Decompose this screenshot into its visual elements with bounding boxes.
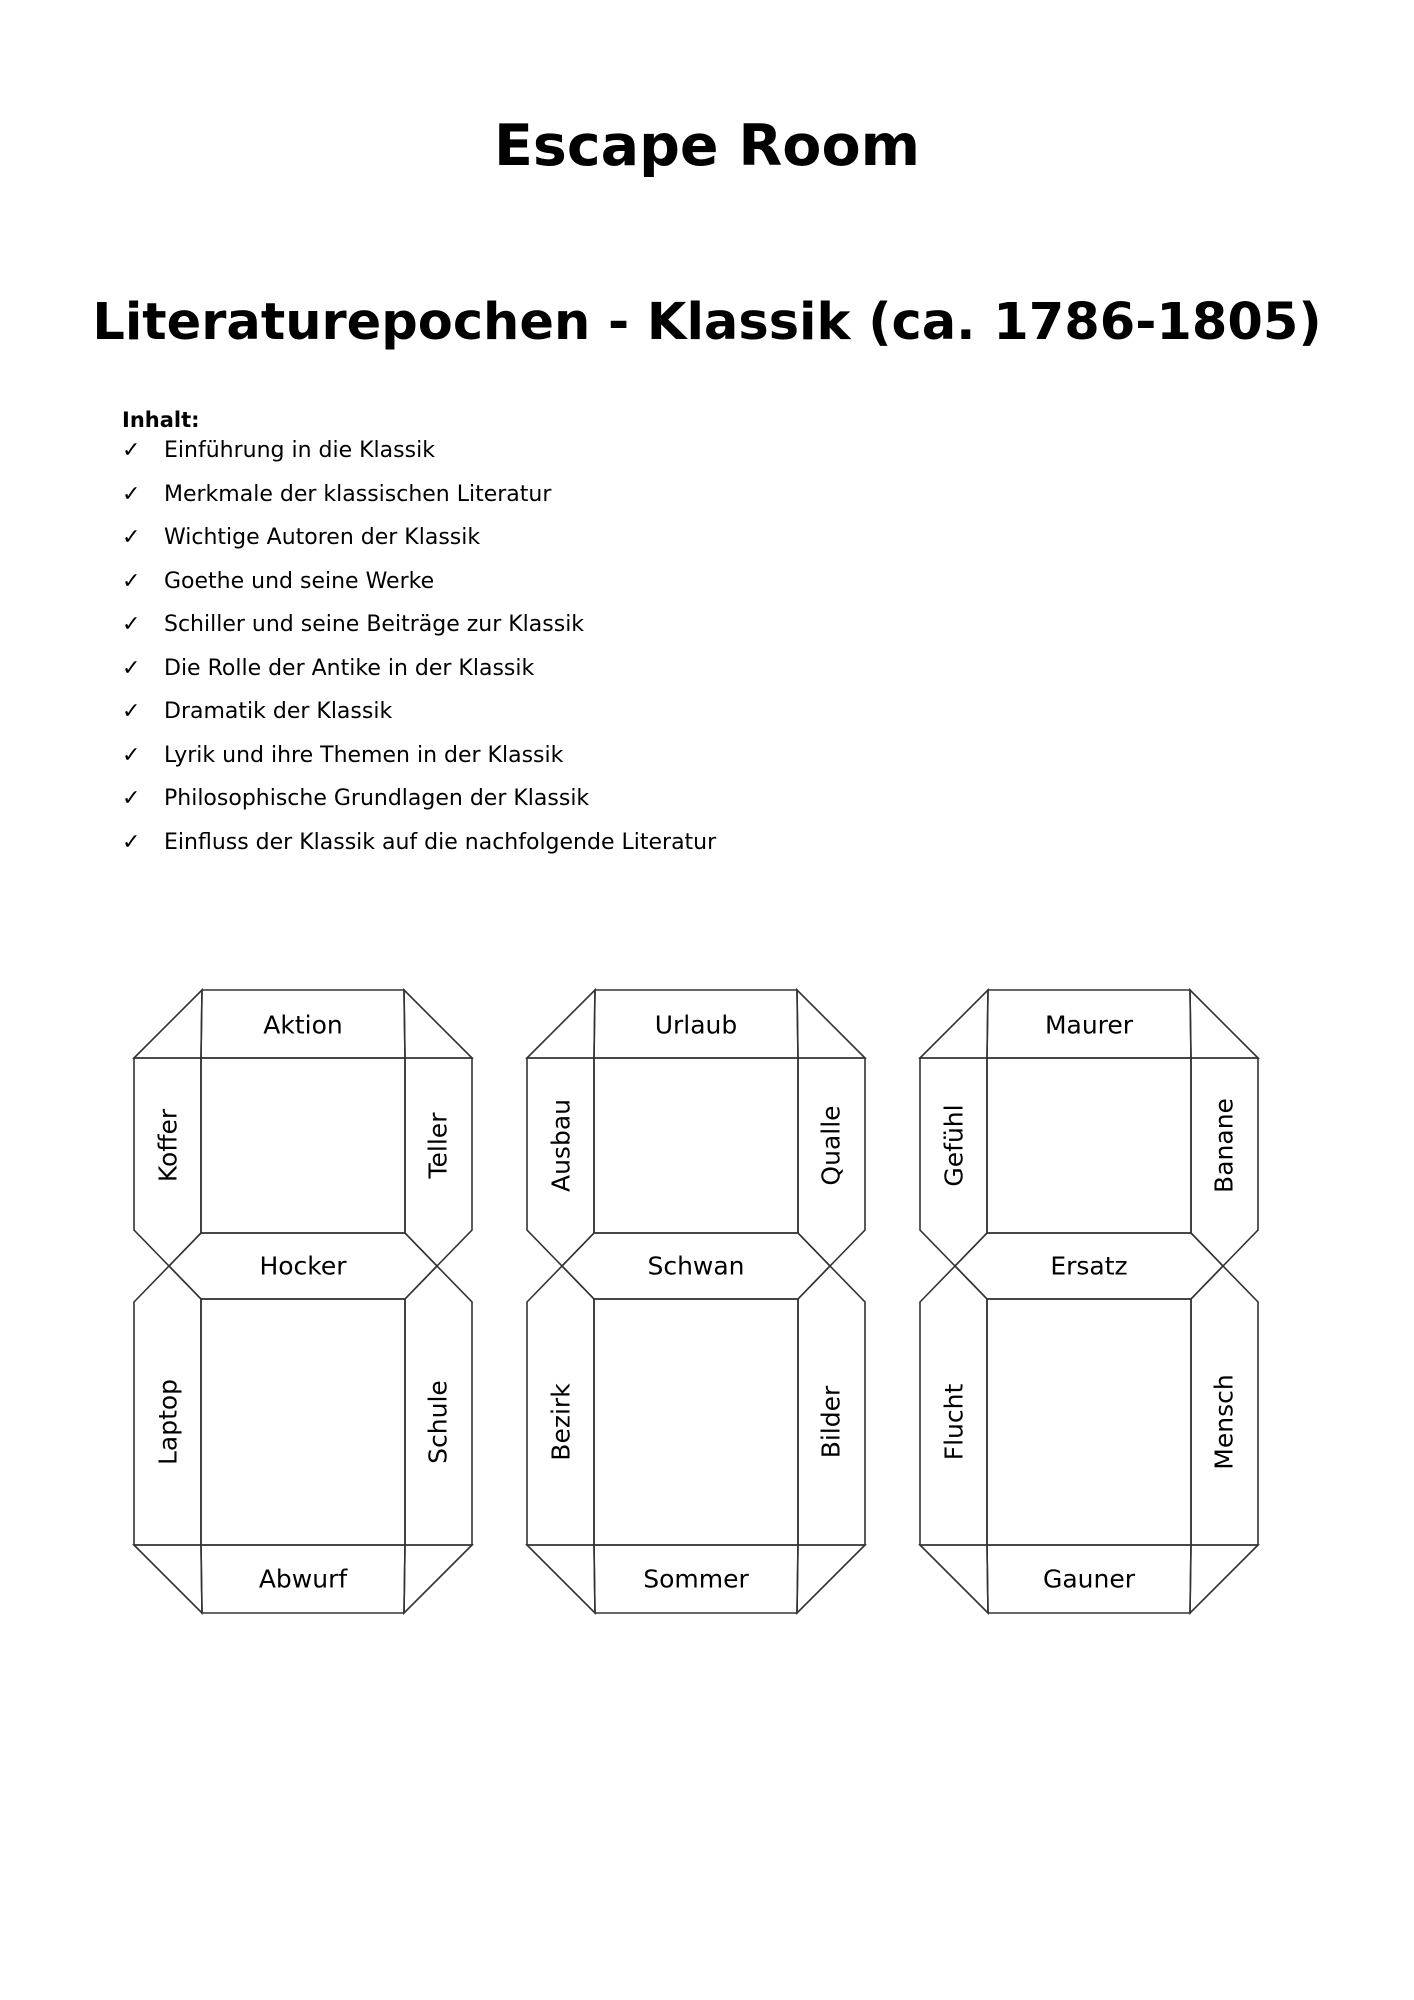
list-item-label: Dramatik der Klassik [164,699,393,724]
segment-label-upper-right: Banane [1209,1098,1239,1193]
list-item-label: Philosophische Grundlagen der Klassik [164,786,590,811]
upper-answer-box [987,1058,1191,1233]
upper-answer-box [594,1058,798,1233]
list-item-label: Lyrik und ihre Themen in der Klassik [164,742,564,768]
segment-label-upper-left: Gefühl [939,1104,969,1187]
segment-label-upper-left: Koffer [153,1108,183,1183]
segment-label-upper-right: Qualle [816,1105,846,1186]
list-item-label: Einführung in die Klassik [164,438,435,463]
page-title: Escape Room [493,113,921,179]
segment-label-middle: Ersatz [1050,1251,1128,1281]
page-subtitle: Literaturepochen - Klassik (ca. 1786-1805) [92,293,1322,352]
segment-top-corner [404,990,472,1058]
segment-label-lower-left: Bezirk [546,1383,576,1461]
segment-bottom-corner [1190,1545,1258,1613]
checkmark-icon: ✓ [122,438,141,463]
segment-label-lower-right: Mensch [1209,1374,1239,1470]
segment-label-lower-right: Bilder [816,1385,846,1459]
segment-top-corner [134,990,202,1058]
segment-label-middle: Schwan [647,1251,745,1281]
contents-heading: Inhalt: [122,408,200,432]
segment-bottom-corner [920,1545,988,1613]
segment-bottom-corner [404,1545,472,1613]
segment-label-upper-right: Teller [423,1112,453,1179]
lower-answer-box [594,1299,798,1545]
segment-top-corner [1190,990,1258,1058]
segment-digit [134,990,472,1613]
list-item-label: Einfluss der Klassik auf die nachfolgende Literatur [164,829,717,855]
checkmark-icon: ✓ [122,481,141,507]
checkmark-icon: ✓ [122,829,141,855]
list-item-label: Schiller und seine Beiträge zur Klassik [164,612,585,637]
list-item-label: Wichtige Autoren der Klassik [164,525,481,550]
segment-top-corner [920,990,988,1058]
upper-answer-box [201,1058,405,1233]
segment-label-top: Maurer [1044,1010,1134,1040]
checkmark-icon: ✓ [122,525,141,550]
checkmark-icon: ✓ [122,786,141,811]
segment-label-top: Urlaub [654,1010,738,1040]
list-item-label: Goethe und seine Werke [164,568,435,594]
segment-label-bottom: Gauner [1042,1564,1136,1594]
checkmark-icon: ✓ [122,612,141,637]
segment-label-top: Aktion [263,1010,343,1040]
segment-top-corner [527,990,595,1058]
segment-bottom-corner [797,1545,865,1613]
segment-label-middle: Hocker [259,1251,347,1281]
lower-answer-box [987,1299,1191,1545]
segment-digit [920,990,1258,1613]
segment-label-lower-left: Flucht [939,1383,969,1461]
segment-label-upper-left: Ausbau [546,1098,576,1193]
list-item-label: Merkmale der klassischen Literatur [164,481,552,507]
list-item-label: Die Rolle der Antike in der Klassik [164,655,535,681]
segment-label-bottom: Abwurf [258,1564,348,1594]
checkmark-icon: ✓ [122,699,141,724]
segment-label-bottom: Sommer [643,1564,749,1594]
checkmark-icon: ✓ [122,742,141,768]
segment-bottom-corner [134,1545,202,1613]
checkmark-icon: ✓ [122,655,141,681]
segment-label-lower-right: Schule [423,1380,453,1464]
segment-digit [527,990,865,1613]
segment-bottom-corner [527,1545,595,1613]
checkmark-icon: ✓ [122,568,141,594]
lower-answer-box [201,1299,405,1545]
segment-top-corner [797,990,865,1058]
segment-label-lower-left: Laptop [153,1378,183,1466]
